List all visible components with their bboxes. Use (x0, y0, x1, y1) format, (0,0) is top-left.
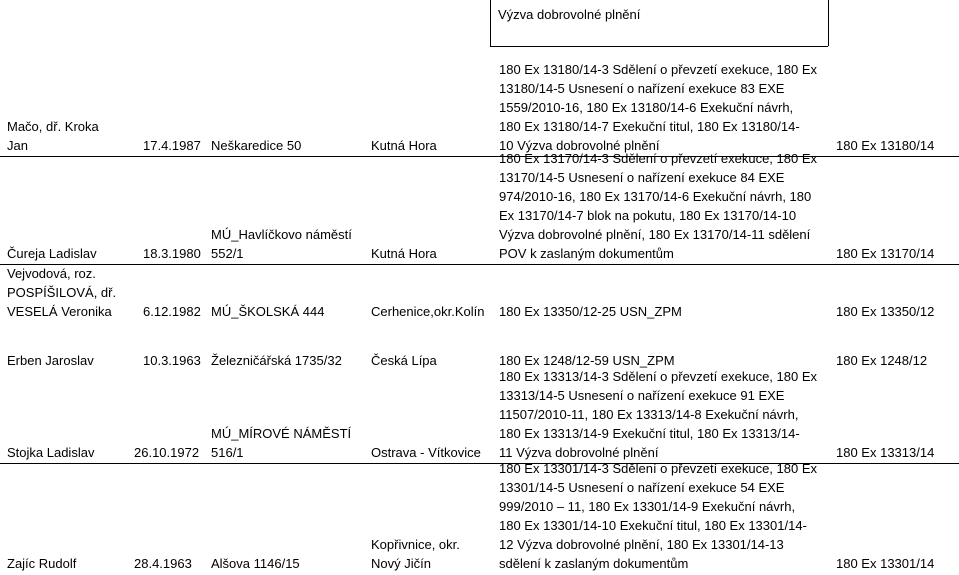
table-row (0, 368, 959, 462)
case-number: 180 Ex 13301/14 (836, 556, 935, 571)
table-row (0, 150, 959, 263)
city: Kutná Hora (371, 246, 437, 261)
person-name: Mačo, dř. Kroka Jan (7, 119, 99, 153)
address: MÚ_MÍROVÉ NÁMĚSTÍ 516/1 (211, 426, 352, 460)
birth-date: 6.12.1982 (143, 304, 201, 319)
case-number: 180 Ex 13180/14 (836, 138, 935, 153)
city: Česká Lípa (371, 353, 437, 368)
fragment-border-left (490, 0, 491, 46)
person-name: Erben Jaroslav (7, 353, 94, 368)
fragment-border-bottom (490, 46, 828, 47)
city: Ostrava - Vítkovice (371, 445, 481, 460)
case-detail: 180 Ex 13301/14-3 Sdělení o převzetí exekuce, 180 Ex 13301/14-5 Usnesení o nařízení exekuce 54 EXE 999/2010 – 11, 180 Ex 13301/14-9 Exekuční návrh, 180 Ex 13301/14-10 Exekuční titul, 180 Ex 13301/14- 12 Výzva dobrovolné plnění, 180 Ex 13301/14-13 sdělení k zaslaným dokumentům (499, 461, 817, 571)
case-number: 180 Ex 13313/14 (836, 445, 935, 460)
case-detail: 180 Ex 13350/12-25 USN_ZPM (499, 304, 682, 319)
address: MÚ_ŠKOLSKÁ 444 (211, 304, 325, 319)
city: Cerhenice,okr.Kolín (371, 304, 485, 319)
birth-date: 10.3.1963 (143, 353, 201, 368)
case-detail: 180 Ex 13313/14-3 Sdělení o převzetí exekuce, 180 Ex 13313/14-5 Usnesení o nařízení exekuce 91 EXE 11507/2010-11, 180 Ex 13313/14-8 Exekuční návrh, 180 Ex 13313/14-9 Exekuční titul, 180 Ex 13313/14- 11 Výzva dobrovolné plnění (499, 369, 817, 460)
table-row (0, 263, 959, 321)
case-detail: 180 Ex 1248/12-59 USN_ZPM (499, 353, 675, 368)
city: Kopřivnice, okr. Nový Jičín (371, 537, 460, 571)
address: Alšova 1146/15 (211, 556, 300, 571)
case-detail: 180 Ex 13180/14-3 Sdělení o převzetí exekuce, 180 Ex 13180/14-5 Usnesení o nařízení exekuce 83 EXE 1559/2010-16, 180 Ex 13180/14-6 Exekuční návrh, 180 Ex 13180/14-7 Exekuční titul, 180 Ex 13180/14- 10 Výzva dobrovolné plnění (499, 62, 817, 153)
birth-date: 26.10.1972 (134, 445, 200, 460)
address: MÚ_Havlíčkovo náměstí 552/1 (211, 227, 352, 261)
person-name: Vejvodová, roz. POSPÍŠILOVÁ, dř. VESELÁ Veronika (7, 266, 117, 319)
birth-date: 18.3.1980 (143, 246, 201, 261)
case-number: 180 Ex 13350/12 (836, 304, 935, 319)
birth-date: 28.4.1963 (134, 556, 192, 571)
person-name: Stojka Ladislav (7, 445, 95, 460)
table-row (0, 58, 959, 155)
table-row (0, 460, 959, 573)
birth-date: 17.4.1987 (143, 138, 201, 153)
case-detail: 180 Ex 13170/14-3 Sdělení o převzetí exekuce, 180 Ex 13170/14-5 Usnesení o nařízení exekuce 84 EXE 974/2010-16, 180 Ex 13170/14-6 Exekuční návrh, 180 Ex 13170/14-7 blok na pokutu, 180 Ex 13170/14-10 Výzva dobrovolné plnění, 180 Ex 13170/14-11 sdělení POV k zaslaným dokumentům (499, 151, 817, 261)
top-fragment-text: Výzva dobrovolné plnění (498, 7, 641, 22)
fragment-border-right (828, 0, 829, 46)
address: Železničářská 1735/32 (211, 353, 342, 368)
case-number: 180 Ex 1248/12 (836, 353, 928, 368)
case-number: 180 Ex 13170/14 (836, 246, 935, 261)
city: Kutná Hora (371, 138, 437, 153)
person-name: Čureja Ladislav (7, 246, 97, 261)
person-name: Zajíc Rudolf (7, 556, 77, 571)
address: Neškaredice 50 (211, 138, 302, 153)
